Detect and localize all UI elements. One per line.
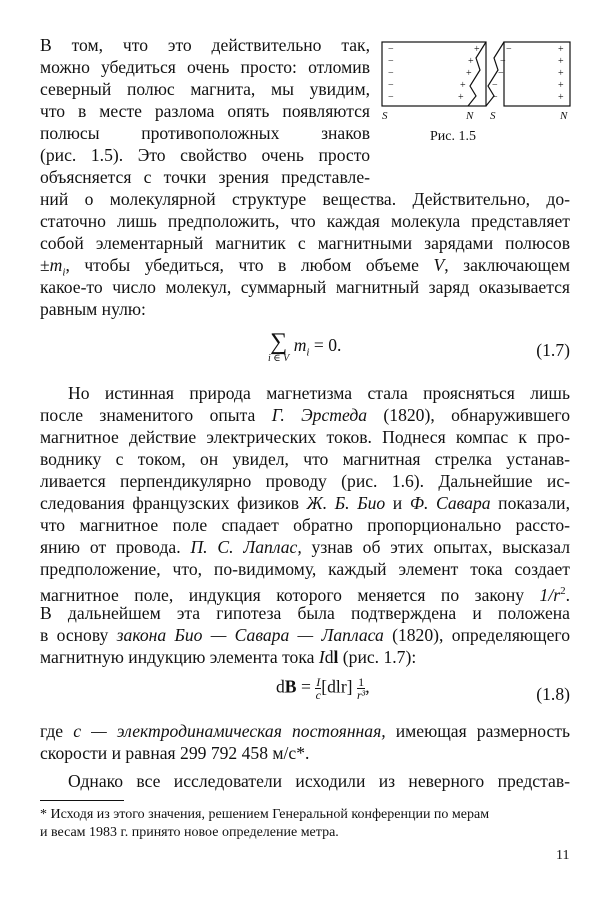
equation-1-8: dB = $\frac{I}{c}$ [dlr] $\frac{1}{\text{r³}}$ , (1.8) — [276, 675, 570, 704]
var-V: V — [433, 255, 445, 275]
text-line: янию от провода. П. С. Лаплас, узнав об этих опытах, высказал — [40, 537, 570, 557]
text-line: (рис. 1.5). Это свойство очень просто — [40, 145, 370, 165]
text-line: В дальнейшем эта гипотеза была подтверждена и положена — [40, 603, 570, 623]
text-line: статочно лишь предположить, что каждая молекула представляет — [40, 211, 570, 231]
charge-minus: − — [492, 80, 498, 91]
charge-plus: + — [458, 92, 464, 103]
charge-minus: − — [500, 56, 506, 67]
sum-symbol: ∑ — [270, 329, 288, 355]
pole-label: N — [466, 110, 474, 122]
text-line: где c — электродинамическая постоянная, имеющая размерность — [40, 721, 571, 741]
figure-caption: Рис. 1.5 — [430, 129, 476, 144]
text-line: магнитное поле, индукция которого меняется по закону $1/r^2$. — [40, 584, 570, 605]
text-line: в основу закона Био — Савара — Лапласа (1820), определяющего — [40, 625, 570, 645]
text-line: можно убедиться очень просто: отломив — [40, 57, 370, 77]
text-line: воднику с током, он увидел, что магнитная стрелка устанав- — [40, 449, 570, 469]
charge-plus: + — [558, 68, 564, 79]
charge-minus: − — [388, 44, 394, 55]
charge-minus: − — [506, 44, 512, 55]
text-line: объясняется с точки зрения представле- — [40, 167, 370, 187]
figure-1-5-magnet-break — [380, 40, 572, 122]
charge-minus: − — [492, 92, 498, 103]
equation-number: (1.8) — [536, 684, 570, 704]
charge-plus: + — [558, 44, 564, 55]
charge-plus: + — [558, 56, 564, 67]
pole-label: S — [490, 110, 496, 122]
text-line: северный полюс магнита, мы увидим, — [40, 79, 370, 99]
sub-i: i — [62, 266, 66, 279]
var-m: m — [49, 255, 63, 275]
text-line: Но истинная природа магнетизма стала проясняться лишь — [68, 383, 570, 403]
footnote-line: и весам 1983 г. принято новое определение метра. — [40, 825, 339, 840]
charge-plus: + — [474, 44, 480, 55]
charge-minus: − — [388, 92, 394, 103]
text-line: ний о молекулярной структуре вещества. Действительно, до- — [40, 189, 570, 209]
text-line: Однако все исследователи исходили из неверного представ- — [68, 771, 570, 791]
charge-plus: + — [460, 80, 466, 91]
text-line: магнитную индукцию элемента тока Idl (рис. 1.7): — [40, 647, 417, 667]
charge-minus: − — [498, 68, 504, 79]
text-line: следования французских физиков Ж. Б. Био и Ф. Савара показали, — [40, 493, 570, 513]
text-line: скорости и равная 299 792 458 м/с*. — [40, 743, 310, 763]
text-line: что магнитное поле спадает обратно пропорционально рассто- — [40, 515, 570, 535]
pole-label: N — [560, 110, 568, 122]
charge-plus: + — [558, 92, 564, 103]
text-line: магнитное действие электрических токов. Поднеся компас к про- — [40, 427, 570, 447]
text-line: что в месте разлома опять появляются — [40, 101, 370, 121]
equation-1-7: ∑ i ∈ V $m_i = 0$. (1.7) — [268, 329, 570, 364]
footnote-line: * Исходя из этого значения, решением Генеральной конференции по мерам — [40, 807, 490, 822]
charge-plus: + — [466, 68, 472, 79]
text-line: В том, что это действительно так, — [40, 35, 370, 55]
equation-number: (1.7) — [536, 340, 570, 360]
text-line: равным нулю: — [40, 299, 146, 319]
text-line: какое-то число молекул, суммарный магнитный заряд оказывается — [40, 277, 570, 297]
charge-minus: − — [388, 68, 394, 79]
text-line: полюсы противоположных знаков — [40, 123, 370, 143]
sum-index: i ∈ V — [268, 353, 290, 364]
charge-minus: − — [388, 56, 394, 67]
pm-symbol: ± — [40, 255, 50, 275]
text-line: предположение, что, по-видимому, каждый элемент тока создает — [40, 559, 570, 579]
pole-label: S — [382, 110, 388, 122]
charge-minus: − — [388, 80, 394, 91]
text-line: $\pm m_i$, чтобы убедиться, что в любом объеме V, заключающем — [40, 255, 570, 279]
charge-plus: + — [558, 80, 564, 91]
page-number: 11 — [556, 848, 570, 863]
footnote-rule — [40, 800, 124, 801]
text-line: после знаменитого опыта Г. Эрстеда (1820), обнаружившего — [40, 405, 571, 425]
charge-plus: + — [468, 56, 474, 67]
text-line: ливается перпендикулярно проводу (рис. 1.6). Дальнейшие ис- — [40, 471, 570, 491]
text-line: собой элементарный магнитик с магнитными зарядами полюсов — [40, 233, 570, 253]
